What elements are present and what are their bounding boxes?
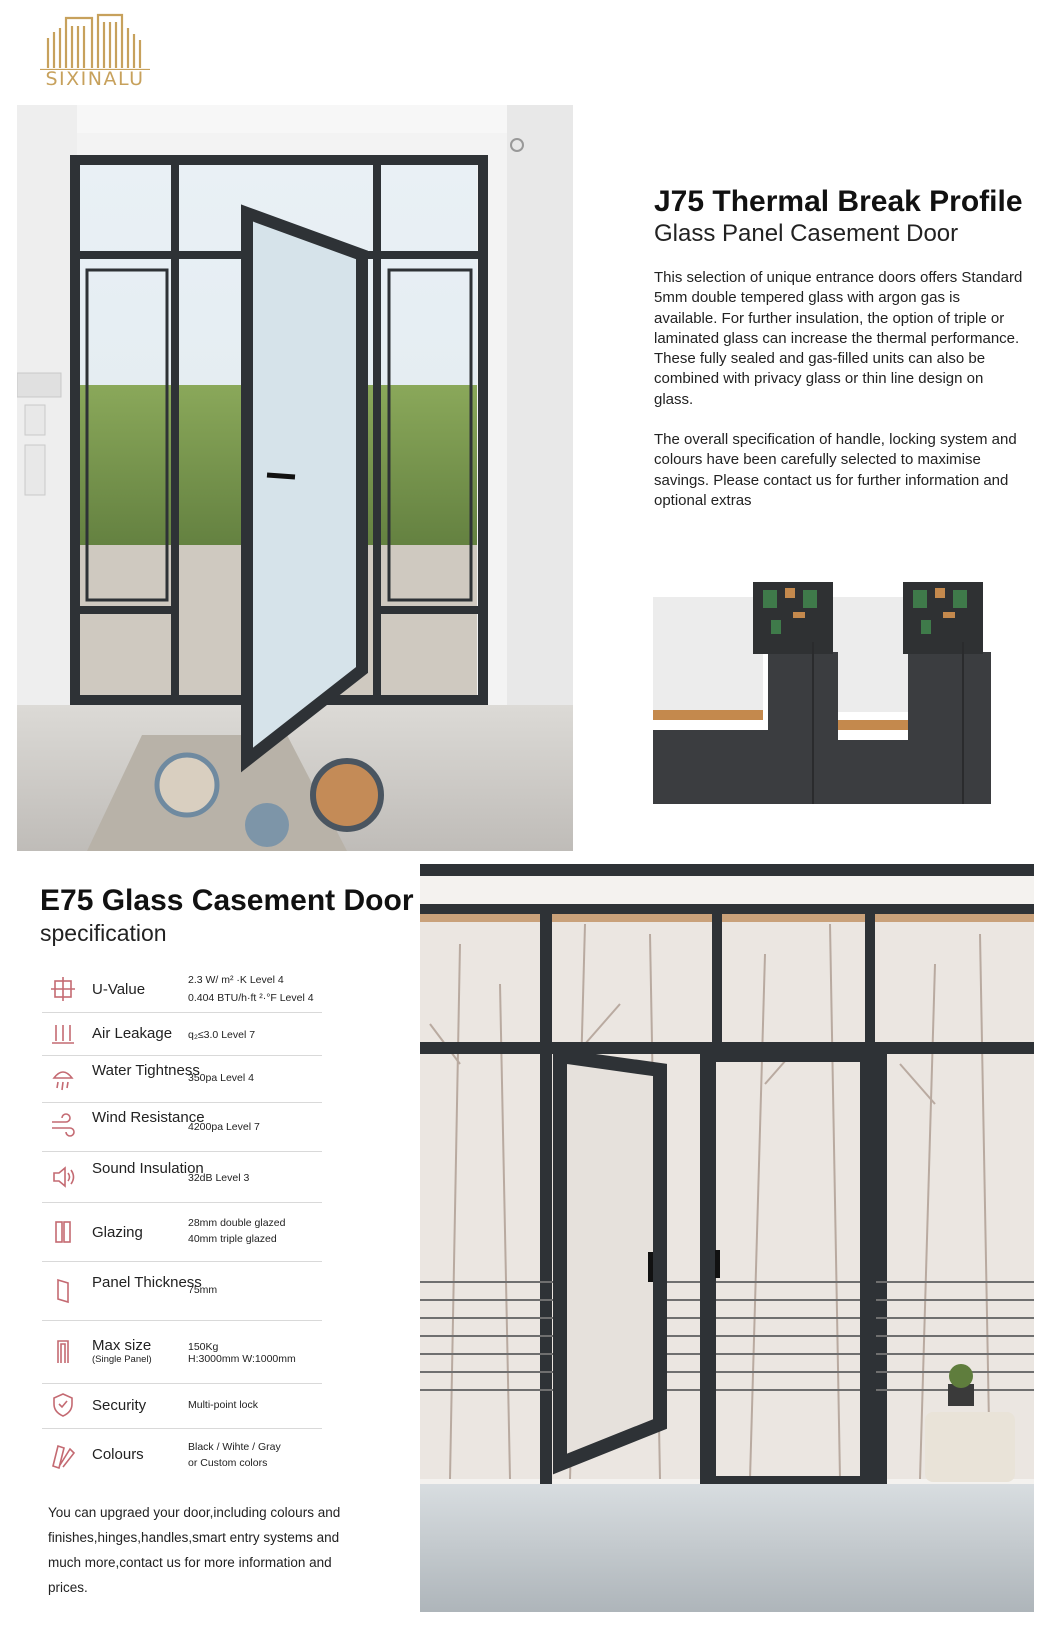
panel-icon <box>50 1278 76 1304</box>
spec-label: Security <box>92 1397 147 1414</box>
security-shield-icon <box>50 1392 76 1418</box>
spec-row-security <box>42 1384 322 1429</box>
specification-table <box>42 966 322 1483</box>
spec-value-secondary: 40mm triple glazed <box>188 1233 277 1245</box>
spec-value-secondary: 0.404 BTU/h·ft ²·°F Level 4 <box>188 992 314 1004</box>
entrance-door-photo <box>17 105 573 851</box>
spec-row-panel-thickness <box>42 1262 322 1321</box>
spec-label: Wind Resistance <box>92 1109 205 1126</box>
wind-icon <box>50 1113 76 1139</box>
colours-icon <box>50 1443 76 1469</box>
spec-label <box>92 1337 152 1366</box>
spec-row-wind-resistance <box>42 1103 322 1152</box>
spec-label-note: (Single Panel) <box>92 1354 152 1365</box>
water-icon <box>50 1066 76 1092</box>
spec-value: q₂≤3.0 Level 7 <box>188 1029 256 1041</box>
upgrade-note: You can upgraed your door,including colours and finishes,hinges,handles,smart entry systems and much more,contact us for more information and prices. <box>48 1505 341 1595</box>
spec-row-max-size <box>42 1321 322 1384</box>
spec-label: U-Value <box>92 981 146 998</box>
spec-value: Black / Wihte / Gray <box>188 1441 281 1453</box>
air-icon <box>50 1021 76 1047</box>
size-icon <box>50 1339 76 1365</box>
glazing-icon <box>50 1219 76 1245</box>
spec-row-water-tightness <box>42 1056 322 1103</box>
spec-value-secondary: H:3000mm W:1000mm <box>188 1353 296 1365</box>
spec-value: 2.3 W/ m² ·K Level 4 <box>188 974 284 986</box>
spec-label: Sound Insulation <box>92 1160 204 1177</box>
spec-row-sound-insulation <box>42 1152 322 1203</box>
thermal-break-profile-image <box>653 582 991 804</box>
logo-buildings-icon <box>36 10 154 70</box>
spec-label: Water Tightness <box>92 1062 200 1079</box>
spec-value: 28mm double glazed <box>188 1217 286 1229</box>
spec-row-air-leakage <box>42 1013 322 1056</box>
spec-label-text: Max size <box>92 1337 152 1354</box>
spec-value: 150Kg <box>188 1341 219 1353</box>
sound-icon <box>50 1164 76 1190</box>
spec-label: Glazing <box>92 1224 143 1241</box>
spec-value: 75mm <box>188 1284 218 1296</box>
e75-subtitle: specification <box>40 920 167 946</box>
spec-label: Colours <box>92 1446 144 1463</box>
brand-name: SIXINALU <box>45 68 145 90</box>
spec-value: 4200pa Level 7 <box>188 1121 260 1133</box>
spec-row-glazing <box>42 1203 322 1262</box>
casement-door-photo <box>420 864 1034 1612</box>
spec-label: Panel Thickness <box>92 1274 202 1291</box>
spec-value: 350pa Level 4 <box>188 1072 254 1084</box>
spec-value: 32dB Level 3 <box>188 1172 250 1184</box>
spec-row-u-value <box>42 966 322 1013</box>
spec-value: Multi-point lock <box>188 1399 259 1411</box>
j75-specification-note: The overall specification of handle, locking system and colours have been carefully selected to maximise savings. Please contact us for further information and optional extras <box>654 431 1017 509</box>
j75-title: J75 Thermal Break Profile <box>654 185 1023 218</box>
thermal-icon <box>50 976 76 1002</box>
j75-subtitle: Glass Panel Casement Door <box>654 220 959 247</box>
e75-title: E75 Glass Casement Door <box>40 884 414 917</box>
spec-row-colours <box>42 1429 322 1483</box>
j75-description: This selection of unique entrance doors offers Standard 5mm double tempered glass with argon gas is available. For further insulation, the option of triple or laminated glass can increase the thermal performance. These fully sealed and gas-filled units can also be combined with privacy glass or thin line design on glass. <box>654 269 1023 408</box>
spec-value-secondary: or Custom colors <box>188 1457 268 1469</box>
spec-label: Air Leakage <box>92 1025 173 1042</box>
brand-logo <box>36 10 154 95</box>
